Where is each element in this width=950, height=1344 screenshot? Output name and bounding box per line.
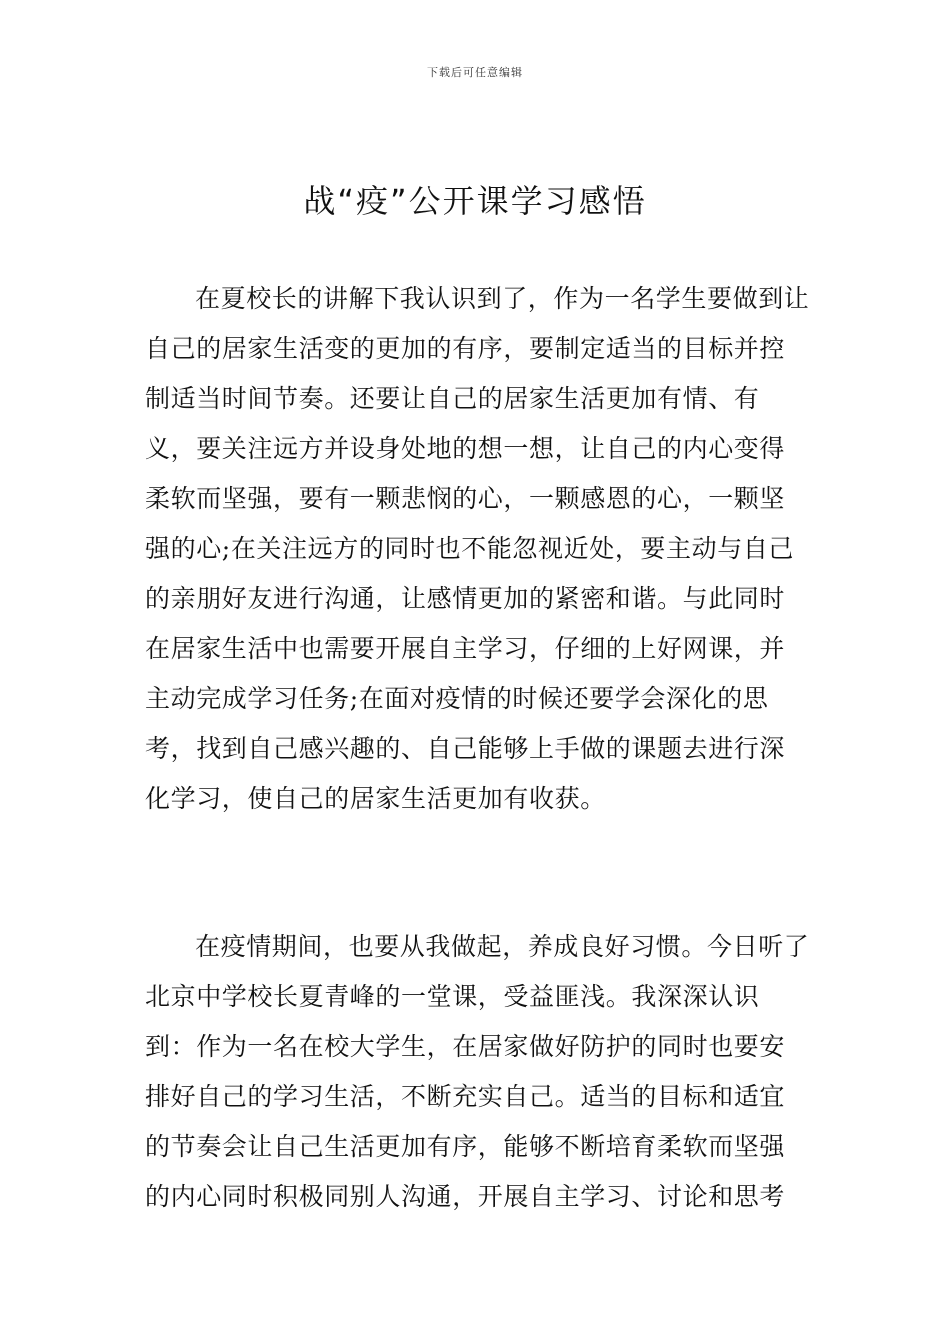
header-note: 下载后可任意编辑 [427,66,523,79]
paragraph-2: 在疫情期间，也要从我做起，养成良好习惯。今日听了北京中学校长夏青峰的一堂课，受益匪浅。我深深认识到：作为一名在校大学生，在居家做好防护的同时也要安排好自己的学习生活，不断充实自己。适当的目标和适宜的节奏会让自己生活更加有序，能够不断培育柔软而坚强的内心同时积极同别人沟通，开展自主学习、讨论和思考 [145,932,810,1211]
paragraph-1: 在夏校长的讲解下我认识到了，作为一名学生要做到让自己的居家生活变的更加的有序，要制定适当的目标并控制适当时间节奏。还要让自己的居家生活更加有情、有义，要关注远方并设身处地的想一想，让自己的内心变得柔软而坚强，要有一颗悲悯的心，一颗感恩的心，一颗坚强的心;在关注远方的同时也不能忽视近处，要主动与自己的亲朋好友进行沟通，让感情更加的紧密和谐。与此同时在居家生活中也需要开展自主学习，仔细的上好网课，并主动完成学习任务;在面对疫情的时候还要学会深化的思考，找到自己感兴趣的、自己能够上手做的课题去进行深化学习，使自己的居家生活更加有收获。 [145,284,810,813]
page-title: 战“疫”公开课学习感悟 [303,182,647,220]
